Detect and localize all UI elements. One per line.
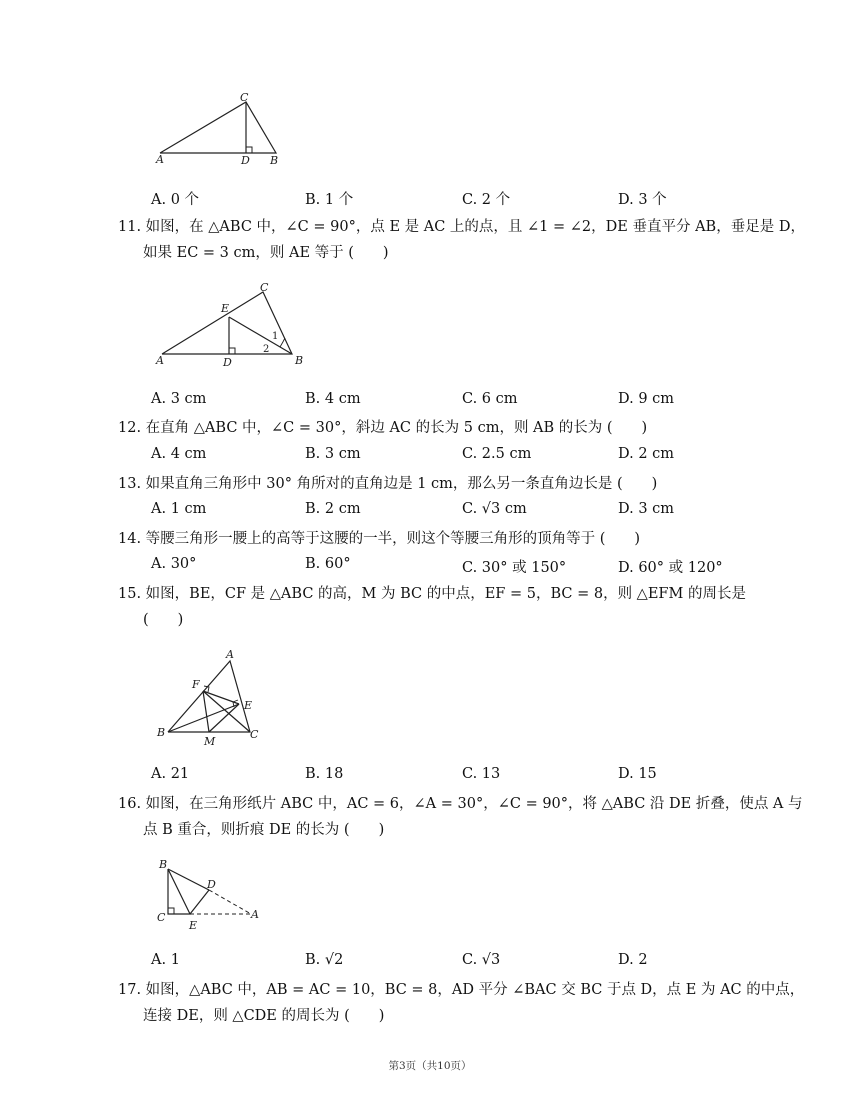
q10-option-a[interactable]: A. 0 个 [151, 192, 200, 208]
q11-label-angle1: 1 [272, 331, 279, 342]
q11-option-c[interactable]: C. 6 cm [462, 391, 518, 407]
q16-label-a: A [251, 908, 259, 921]
q10-option-c[interactable]: C. 2 个 [462, 192, 511, 208]
q15-label-b: B [157, 726, 166, 739]
q15-label-f: F [192, 678, 200, 691]
q10-figure [150, 90, 290, 170]
q14-option-c[interactable]: C. 30° 或 150° [462, 560, 567, 576]
q13-option-d[interactable]: D. 3 cm [618, 501, 675, 517]
q15-stem-line1: 15. 如图，BE，CF 是 △ABC 的高，M 为 BC 的中点，EF = 5，BC = 8，则 △EFM 的周长是 [118, 586, 746, 602]
q11-label-c: C [260, 281, 269, 294]
q16-figure [150, 853, 265, 933]
q15-label-a: A [226, 648, 234, 661]
q16-stem-line1: 16. 如图，在三角形纸片 ABC 中，AC = 6，∠A = 30°，∠C = 90°，将 △ABC 沿 DE 折叠，使点 A 与 [118, 796, 803, 812]
q13-option-a[interactable]: A. 1 cm [151, 501, 207, 517]
q11-option-d[interactable]: D. 9 cm [618, 391, 675, 407]
q15-stem-line2: ( ) [143, 612, 184, 628]
q17-stem-line1: 17. 如图，△ABC 中，AB = AC = 10，BC = 8，AD 平分 ∠BAC 交 BC 于点 D，点 E 为 AC 的中点， [118, 982, 805, 998]
q13-option-c[interactable]: C. √3 cm [462, 501, 527, 517]
q14-option-d[interactable]: D. 60° 或 120° [618, 560, 723, 576]
q15-label-c: C [250, 728, 259, 741]
q14-option-b[interactable]: B. 60° [305, 556, 351, 572]
q16-label-e: E [189, 919, 198, 932]
q15-label-e: E [244, 699, 253, 712]
q10-label-b: B [270, 154, 279, 167]
q12-option-c[interactable]: C. 2.5 cm [462, 446, 532, 462]
q11-stem-line1: 11. 如图，在 △ABC 中，∠C = 90°，点 E 是 AC 上的点，且 ∠1 = ∠2，DE 垂直平分 AB，垂足是 D， [118, 219, 805, 235]
q11-stem-line2: 如果 EC = 3 cm，则 AE 等于 ( ) [143, 245, 389, 261]
q16-option-a[interactable]: A. 1 [151, 952, 180, 968]
q17-stem-line2: 连接 DE，则 △CDE 的周长为 ( ) [143, 1008, 385, 1024]
q15-option-d[interactable]: D. 15 [618, 766, 657, 782]
q10-option-b[interactable]: B. 1 个 [305, 192, 354, 208]
q14-stem: 14. 等腰三角形一腰上的高等于这腰的一半，则这个等腰三角形的顶角等于 ( ) [118, 531, 641, 547]
q16-label-d: D [207, 878, 216, 891]
q11-option-b[interactable]: B. 4 cm [305, 391, 361, 407]
q16-label-b: B [159, 858, 168, 871]
q10-label-a: A [156, 153, 164, 166]
q11-label-b: B [295, 354, 304, 367]
q10-label-d: D [241, 154, 250, 167]
q15-option-a[interactable]: A. 21 [151, 766, 190, 782]
q11-label-angle2: 2 [263, 344, 270, 355]
q11-label-d: D [223, 356, 232, 369]
q12-option-d[interactable]: D. 2 cm [618, 446, 675, 462]
q15-label-m: M [204, 735, 216, 748]
q16-option-c[interactable]: C. √3 [462, 952, 501, 968]
q10-label-c: C [240, 91, 249, 104]
q16-option-d[interactable]: D. 2 [618, 952, 648, 968]
q12-option-a[interactable]: A. 4 cm [151, 446, 207, 462]
q12-stem: 12. 在直角 △ABC 中，∠C = 30°，斜边 AC 的长为 5 cm，则 AB 的长为 ( ) [118, 420, 648, 436]
q11-figure [150, 280, 320, 375]
q11-option-a[interactable]: A. 3 cm [151, 391, 207, 407]
q15-option-c[interactable]: C. 13 [462, 766, 501, 782]
page-footer: 第3页（共10页） [388, 1060, 472, 1072]
q11-label-e: E [221, 302, 230, 315]
q16-label-c: C [157, 911, 166, 924]
q11-label-a: A [156, 354, 164, 367]
q16-option-b[interactable]: B. √2 [305, 952, 344, 968]
q12-option-b[interactable]: B. 3 cm [305, 446, 361, 462]
q15-figure [150, 645, 270, 750]
q14-option-a[interactable]: A. 30° [151, 556, 197, 572]
q16-stem-line2: 点 B 重合，则折痕 DE 的长为 ( ) [143, 822, 385, 838]
q10-option-d[interactable]: D. 3 个 [618, 192, 667, 208]
q13-option-b[interactable]: B. 2 cm [305, 501, 361, 517]
q15-option-b[interactable]: B. 18 [305, 766, 344, 782]
q13-stem: 13. 如果直角三角形中 30° 角所对的直角边是 1 cm，那么另一条直角边长是 ( ) [118, 476, 658, 492]
